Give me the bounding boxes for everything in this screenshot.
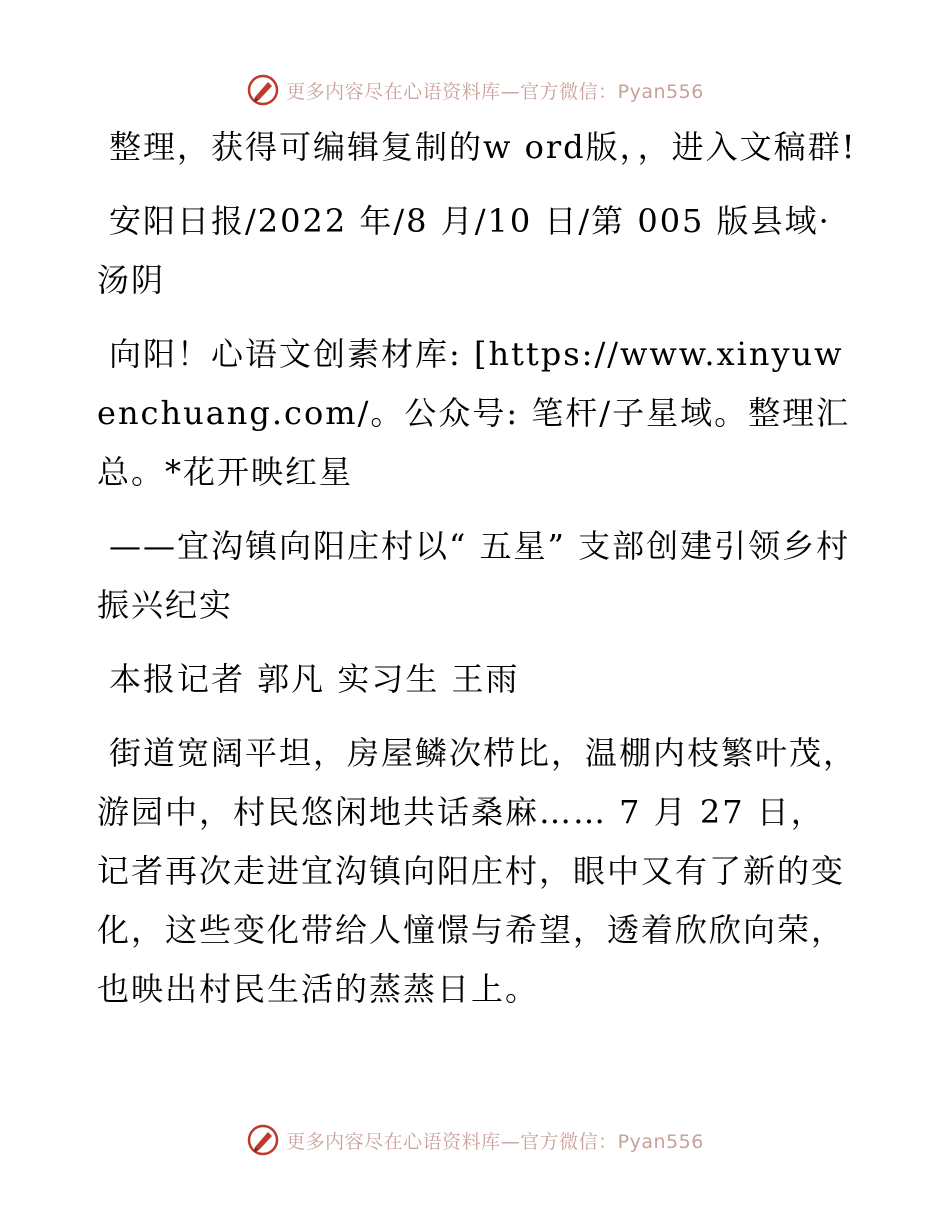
pen-logo-icon (246, 1123, 280, 1157)
watermark-text: 更多内容尽在心语资料库—官方微信：Pyan556 (286, 80, 704, 103)
paragraph-body: 街道宽阔平坦，房屋鳞次栉比，温棚内枝繁叶茂，游园中，村民悠闲地共话桑麻…… 7 月 27 日，记者再次走进宜沟镇向阳庄村，眼中又有了新的变化，这些变化带给人憧憬与希望，透着欣欣向荣，也映出村民生活的蒸蒸日上。 (97, 734, 858, 1008)
watermark-text: 更多内容尽在心语资料库—官方微信：Pyan556 (286, 1130, 704, 1153)
paragraph-byline: 本报记者 郭凡 实习生 王雨 (109, 660, 520, 698)
paragraph-intro: 整理，获得可编辑复制的w ord版，，进入文稿群! (109, 128, 857, 166)
document-body (97, 118, 857, 1034)
watermark-header (0, 70, 950, 110)
pen-logo-icon (246, 73, 280, 107)
watermark-footer (0, 1120, 950, 1160)
paragraph-subtitle: ——宜沟镇向阳庄村以“ 五星” 支部创建引领乡村振兴纪实 (97, 527, 851, 624)
paragraph-title: 向阳！心语文创素材库: [https://www.xinyuwenchuang.com/。公众号: 笔杆/子星域。整理汇总。*花开映红星 (97, 335, 851, 491)
paragraph-source: 安阳日报/2022 年/8 月/10 日/第 005 版县域·汤阴 (97, 202, 831, 299)
